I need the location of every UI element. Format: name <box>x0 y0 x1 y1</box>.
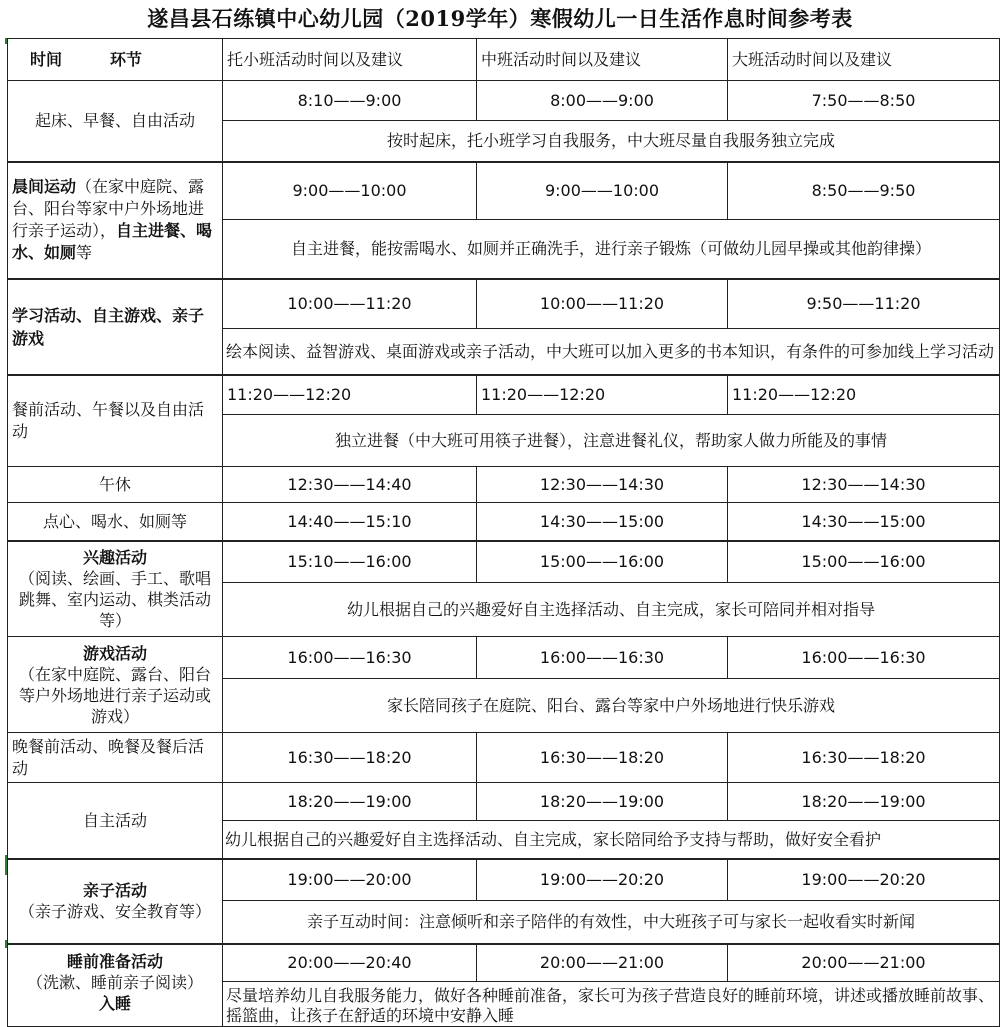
time-small: 12:30——14:40 <box>223 467 477 503</box>
row-label <box>8 859 223 944</box>
table-row <box>8 503 1000 541</box>
time-large: 8:50——9:50 <box>728 162 1000 220</box>
time-middle: 12:30——14:30 <box>477 467 728 503</box>
row-label <box>8 541 223 637</box>
time-large: 11:20——12:20 <box>728 375 1000 415</box>
time-middle: 20:00——21:00 <box>477 944 728 982</box>
time-small: 19:00——20:00 <box>223 859 477 901</box>
header-time: 时间 <box>30 50 63 69</box>
time-small: 20:00——20:40 <box>223 944 477 982</box>
time-large: 15:00——16:00 <box>728 541 1000 583</box>
row-label <box>8 944 223 1027</box>
label-bold: 兴趣活动 <box>82 547 147 567</box>
time-middle: 18:20——19:00 <box>477 783 728 821</box>
schedule-table <box>7 38 1000 1027</box>
label-bold: 睡前准备活动 <box>66 951 163 971</box>
label-text: （阅读、绘画、手工、歌唱跳舞、室内运动、棋类活动等） <box>18 568 211 630</box>
header-small-class: 托小班活动时间以及建议 <box>223 39 477 81</box>
label-bold: 亲子活动 <box>82 881 147 900</box>
row-note: 绘本阅读、益智游戏、桌面游戏或亲子活动，中大班可以加入更多的书本知识，有条件的可参加线上学习活动 <box>223 329 1000 375</box>
header-row <box>8 39 1000 81</box>
time-small: 16:00——16:30 <box>223 637 477 679</box>
row-note: 尽量培养幼儿自我服务能力，做好各种睡前准备，家长可为孩子营造良好的睡前环境，讲述或播放睡前故事、摇篮曲，让孩子在舒适的环境中安静入睡 <box>223 982 1000 1027</box>
time-middle: 9:00——10:00 <box>477 162 728 220</box>
time-middle: 10:00——11:20 <box>477 279 728 329</box>
time-middle: 8:00——9:00 <box>477 81 728 121</box>
time-large: 19:00——20:20 <box>728 859 1000 901</box>
row-label <box>8 637 223 733</box>
time-middle: 11:20——12:20 <box>477 375 728 415</box>
time-middle: 19:00——20:20 <box>477 859 728 901</box>
row-label: 晚餐前活动、晚餐及餐后活动 <box>8 733 223 783</box>
time-small: 11:20——12:20 <box>223 375 477 415</box>
row-note: 亲子互动时间：注意倾听和亲子陪伴的有效性，中大班孩子可与家长一起收看实时新闻 <box>223 901 1000 944</box>
time-large: 20:00——21:00 <box>728 944 1000 982</box>
time-large: 12:30——14:30 <box>728 467 1000 503</box>
label-text: 等 <box>76 243 93 262</box>
time-middle: 16:00——16:30 <box>477 637 728 679</box>
row-note: 自主进餐，能按需喝水、如厕并正确洗手，进行亲子锻炼（可做幼儿园早操或其他韵律操） <box>223 220 1000 279</box>
row-label: 起床、早餐、自由活动 <box>8 81 223 162</box>
label-bold: 晨间运动 <box>12 177 77 196</box>
time-large: 14:30——15:00 <box>728 503 1000 541</box>
time-small: 10:00——11:20 <box>223 279 477 329</box>
header-middle-class: 中班活动时间以及建议 <box>477 39 728 81</box>
table-row <box>8 375 1000 415</box>
table-row <box>8 162 1000 220</box>
time-large: 9:50——11:20 <box>728 279 1000 329</box>
time-middle: 15:00——16:00 <box>477 541 728 583</box>
row-note: 独立进餐（中大班可用筷子进餐），注意进餐礼仪，帮助家人做力所能及的事情 <box>223 415 1000 467</box>
table-row <box>8 783 1000 821</box>
header-segment: 环节 <box>110 50 143 69</box>
header-large-class: 大班活动时间以及建议 <box>728 39 1000 81</box>
time-small: 14:40——15:10 <box>223 503 477 541</box>
time-small: 15:10——16:00 <box>223 541 477 583</box>
corner-cell <box>8 39 223 81</box>
label-text: （在家中庭院、露台、阳台等家中户外场地进行亲子运动）， <box>12 177 205 240</box>
row-label: 餐前活动、午餐以及自由活动 <box>8 375 223 467</box>
time-large: 18:20——19:00 <box>728 783 1000 821</box>
table-row <box>8 467 1000 503</box>
time-large: 16:00——16:30 <box>728 637 1000 679</box>
row-note: 按时起床，托小班学习自我服务，中大班尽量自我服务独立完成 <box>223 121 1000 162</box>
label-bold: 游戏活动 <box>82 643 147 663</box>
row-label: 点心、喝水、如厕等 <box>8 503 223 541</box>
row-label: 午休 <box>8 467 223 503</box>
table-row <box>8 279 1000 329</box>
row-note: 幼儿根据自己的兴趣爱好自主选择活动、自主完成，家长可陪同并相对指导 <box>223 583 1000 637</box>
time-small: 9:00——10:00 <box>223 162 477 220</box>
row-label <box>8 162 223 279</box>
table-row <box>8 81 1000 121</box>
row-note: 幼儿根据自己的兴趣爱好自主选择活动、自主完成，家长陪同给予支持与帮助，做好安全看护 <box>223 821 1000 859</box>
table-row <box>8 541 1000 583</box>
time-large: 7:50——8:50 <box>728 81 1000 121</box>
table-row <box>8 733 1000 783</box>
row-note: 家长陪同孩子在庭院、阳台、露台等家中户外场地进行快乐游戏 <box>223 679 1000 733</box>
time-small: 16:30——18:20 <box>223 733 477 783</box>
time-small: 8:10——9:00 <box>223 81 477 121</box>
label-bold: 自主进餐、喝水、如厕 <box>12 221 213 262</box>
table-row <box>8 637 1000 679</box>
time-middle: 16:30——18:20 <box>477 733 728 783</box>
table-row <box>8 859 1000 901</box>
label-text: （在家中庭院、露台、阳台等户外场地进行亲子运动或游戏） <box>18 664 211 726</box>
row-label: 学习活动、自主游戏、亲子游戏 <box>8 279 223 375</box>
label-text: （洗漱、睡前亲子阅读） <box>26 972 203 992</box>
page-title: 遂昌县石练镇中心幼儿园（2019学年）寒假幼儿一日生活作息时间参考表 <box>147 6 853 31</box>
time-middle: 14:30——15:00 <box>477 503 728 541</box>
label-text: （亲子游戏、安全教育等） <box>18 902 211 921</box>
time-large: 16:30——18:20 <box>728 733 1000 783</box>
time-small: 18:20——19:00 <box>223 783 477 821</box>
row-label: 自主活动 <box>8 783 223 859</box>
label-bold: 入睡 <box>98 993 131 1013</box>
table-row <box>8 944 1000 982</box>
